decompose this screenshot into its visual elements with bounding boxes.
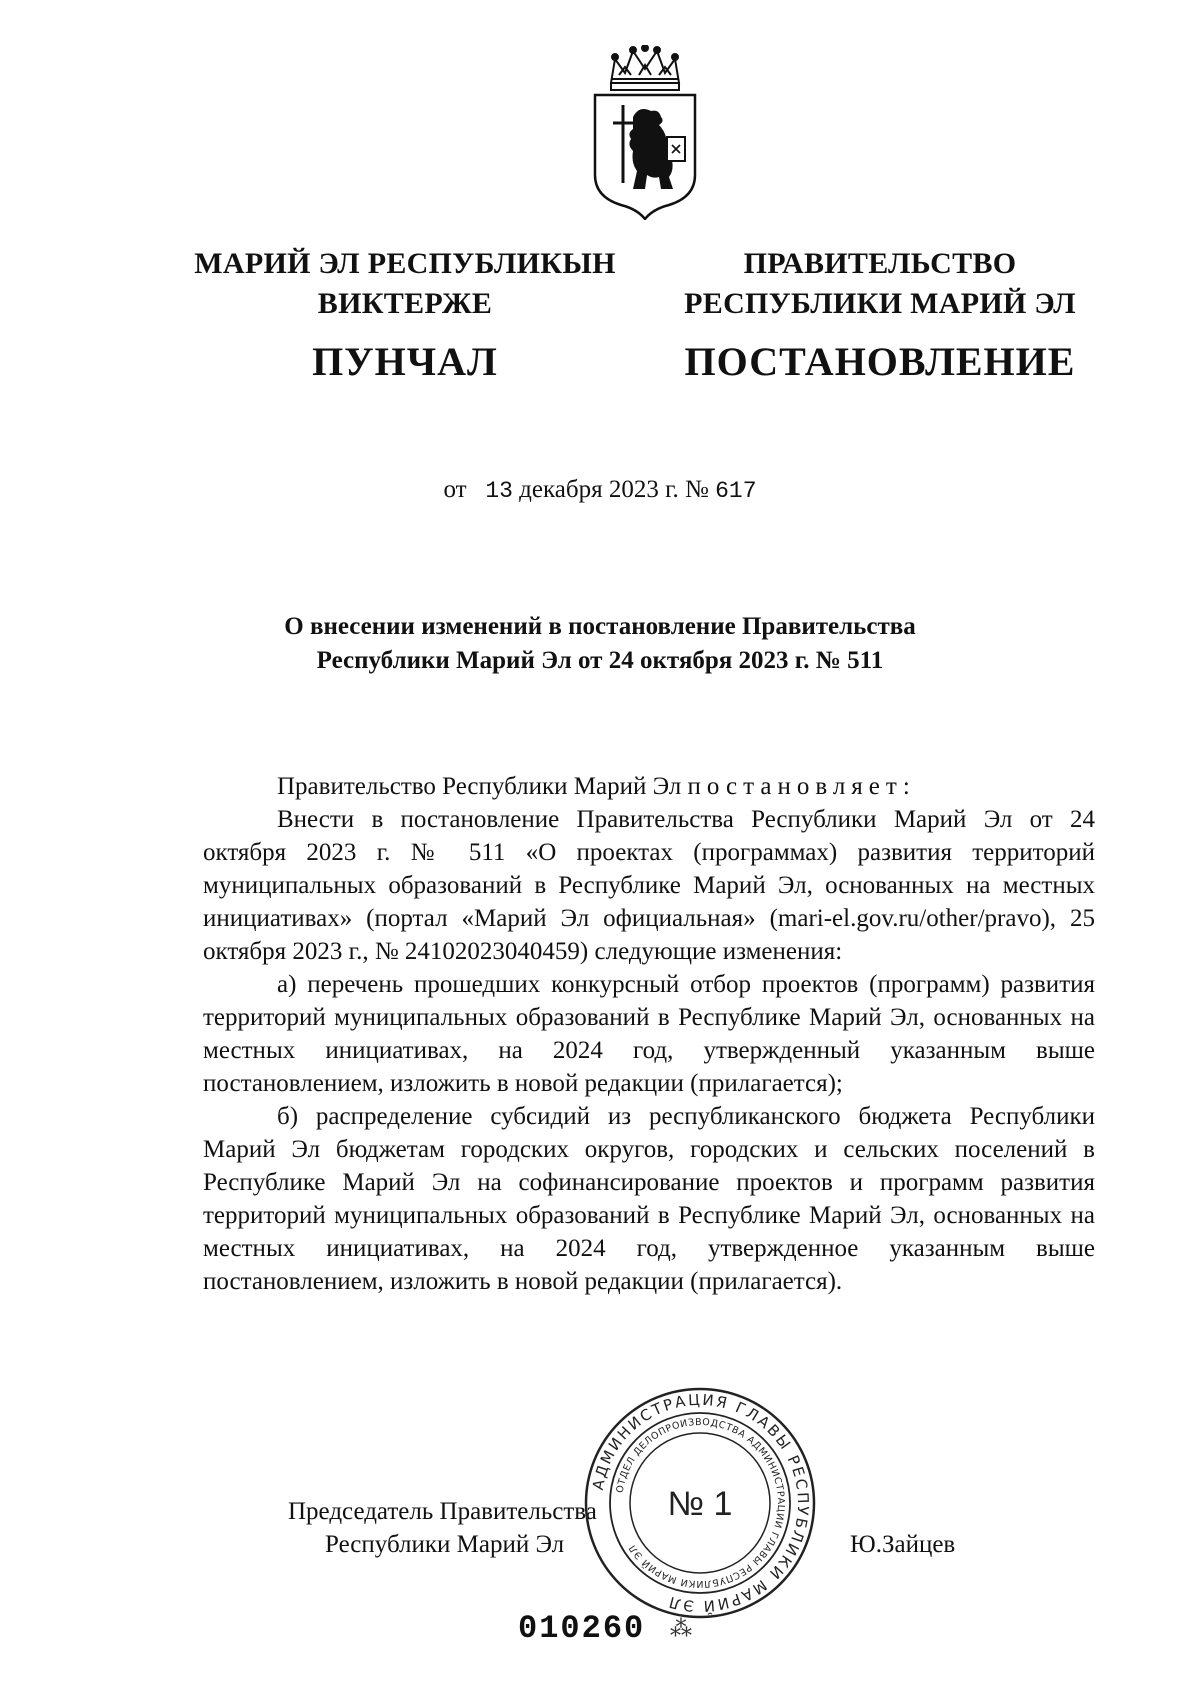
intro-prefix: Правительство Республики Марий Эл bbox=[277, 773, 682, 800]
paragraph-b: б) распределение субсидий из республиканского бюджета Республики Марий Эл бюджетам городских округов, городских и сельских поселений в Республике Марий Эл на софинансирование проектов и программ развития территорий муниципальных образований в Республике Марий Эл, основанных на местных инициативах, на 2024 год, утвержденное указанным выше постановлением, изложить в новой редакции (прилагается). bbox=[203, 1103, 1095, 1295]
svg-text:№ 1: № 1 bbox=[667, 1485, 733, 1523]
title-line1: О внесении изменений в постановление Правительства bbox=[284, 613, 916, 640]
date-day: 13 bbox=[485, 478, 513, 504]
paragraph-main: Внести в постановление Правительства Республики Марий Эл от 24 октября 2023 г. № 511 «О проектах (программах) развития территорий муниципальных образований в Республике Марий Эл, основанных на местных инициативах» (портал «Марий Эл официальная» (mari-el.gov.ru/other/pravo), 25 октября 2023 г., № 24102023040459) следующие изменения: bbox=[203, 806, 1095, 965]
header-left-doc-type: ПУНЧАЛ bbox=[312, 339, 498, 384]
document-title bbox=[0, 610, 1200, 678]
header-left-line1: МАРИЙ ЭЛ РЕСПУБЛИКЫН bbox=[194, 247, 616, 280]
official-stamp-icon bbox=[580, 1383, 820, 1623]
title-line2: Республики Марий Эл от 24 октября 2023 г. № 511 bbox=[316, 647, 884, 674]
coat-of-arms-icon bbox=[575, 45, 715, 220]
date-rest: декабря 2023 г. № bbox=[519, 476, 709, 503]
header-right-line1: ПРАВИТЕЛЬСТВО bbox=[743, 247, 1017, 280]
serial-number: 010260 bbox=[518, 1610, 646, 1647]
document-number: 617 bbox=[715, 478, 757, 504]
signature-position-line2: Республики Марий Эл bbox=[325, 1531, 565, 1558]
header-left-block bbox=[160, 244, 650, 386]
svg-text:АДМИНИСТРАЦИЯ ГЛАВЫ РЕСПУБЛИКИ: АДМИНИСТРАЦИЯ ГЛАВЫ РЕСПУБЛИКИ МАРИЙ ЭЛ bbox=[588, 1390, 813, 1616]
signature-position-line1: Председатель Правительства bbox=[288, 1498, 597, 1525]
header-right-block bbox=[655, 244, 1105, 386]
document-body bbox=[203, 770, 1095, 1298]
header-left-line2: ВИКТЕРЖЕ bbox=[317, 287, 493, 320]
intro-paragraph bbox=[203, 770, 1095, 803]
asterisk-mark-icon: ⁂ bbox=[670, 1616, 692, 1641]
paragraph-a: а) перечень прошедших конкурсный отбор проектов (программ) развития территорий муниципальных образований в Республике Марий Эл, основанных на местных инициативах, на 2024 год, утвержденный указанным выше постановлением, изложить в новой редакции (прилагается); bbox=[203, 971, 1095, 1097]
header-right-doc-type: ПОСТАНОВЛЕНИЕ bbox=[684, 339, 1076, 384]
header-right-line2: РЕСПУБЛИКИ МАРИЙ ЭЛ bbox=[684, 287, 1076, 320]
intro-verb: постановляет: bbox=[687, 773, 916, 800]
signature-name: Ю.Зайцев bbox=[850, 1531, 956, 1558]
document-date-line bbox=[0, 476, 1200, 504]
date-prefix: от bbox=[443, 476, 467, 503]
svg-text:ОТДЕЛ ДЕЛОПРОИЗВОДСТВА АДМИНИС: ОТДЕЛ ДЕЛОПРОИЗВОДСТВА АДМИНИСТРАЦИИ ГЛАВЫ РЕСПУБЛИКИ МАРИЙ ЭЛ bbox=[614, 1416, 787, 1590]
